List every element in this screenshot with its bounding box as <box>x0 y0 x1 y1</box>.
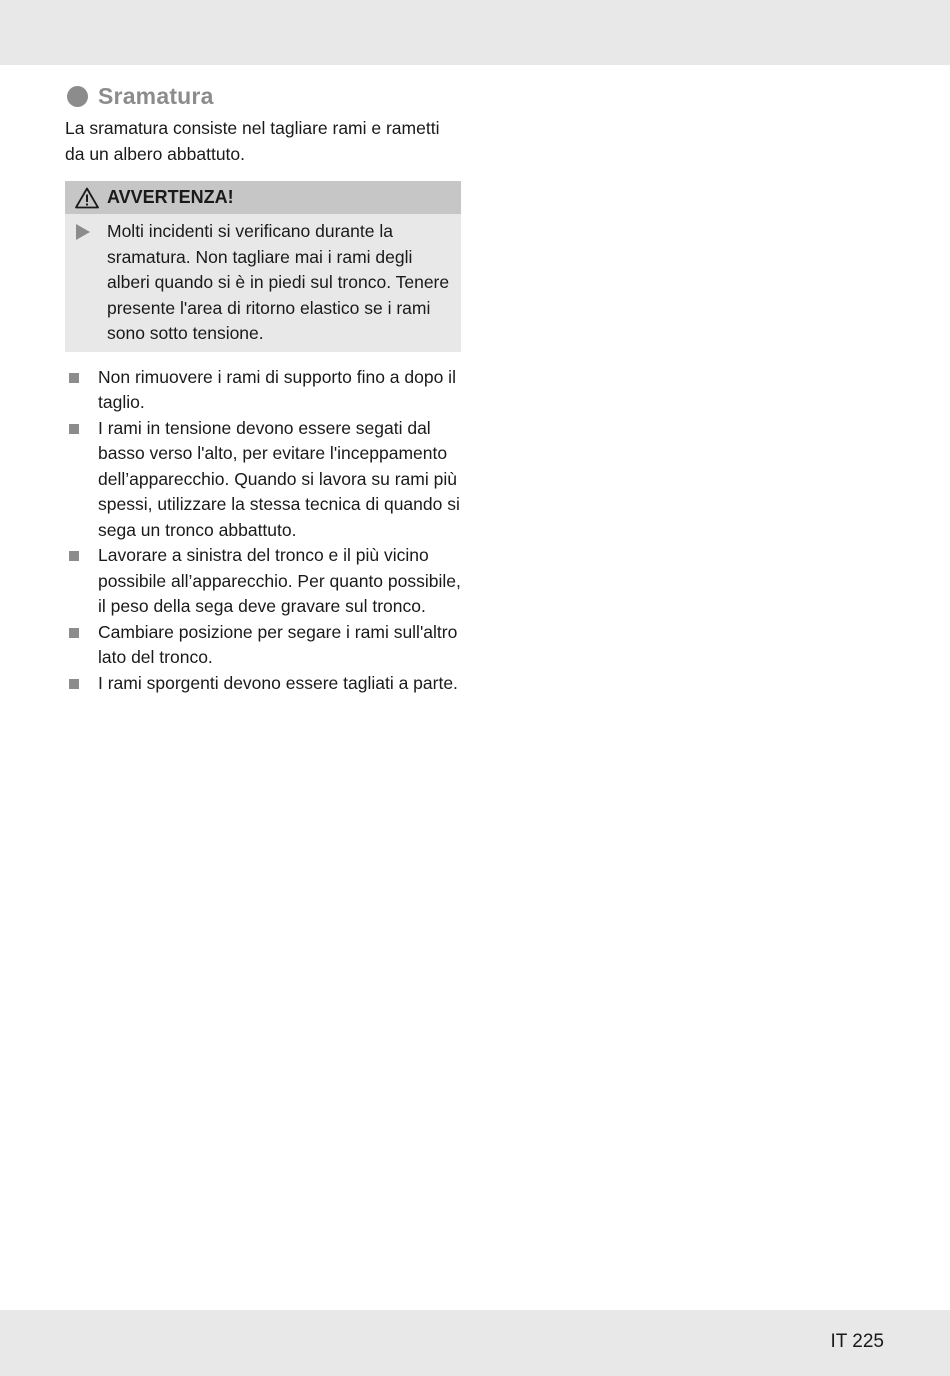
warning-text: Molti incidenti si verificano durante la sramatura. Non tagliare mai i rami degli alberi quando si è in piedi sul tronco. Tenere presente l'area di ritorno elastico se i rami sono sotto tensione. <box>107 221 450 343</box>
list-item <box>65 543 461 620</box>
header-band <box>0 0 950 65</box>
warning-header <box>65 181 461 214</box>
list-item <box>65 365 461 416</box>
list-item <box>65 620 461 671</box>
square-bullet-icon <box>69 424 79 434</box>
list-item-text: Cambiare posizione per segare i rami sull'altro lato del tronco. <box>98 621 458 667</box>
warning-box <box>65 181 461 352</box>
warning-title: AVVERTENZA! <box>107 187 234 207</box>
section-heading <box>65 80 461 112</box>
warning-body <box>65 214 461 352</box>
footer-band <box>0 1310 950 1376</box>
list-item-text: Non rimuovere i rami di supporto fino a dopo il taglio. <box>98 366 456 412</box>
section-title: Sramatura <box>98 82 214 109</box>
list-item-text: Lavorare a sinistra del tronco e il più vicino possibile all’apparecchio. Per quanto possibile, il peso della sega deve gravare sul tronco. <box>98 545 461 616</box>
intro-paragraph: La sramatura consiste nel tagliare rami e rametti da un albero abbattuto. <box>65 118 440 164</box>
square-bullet-icon <box>69 373 79 383</box>
square-bullet-icon <box>69 551 79 561</box>
list-item-text: I rami sporgenti devono essere tagliati a parte. <box>98 672 458 693</box>
warning-triangle-icon <box>75 187 99 209</box>
list-item <box>65 671 461 697</box>
square-bullet-icon <box>69 628 79 638</box>
list-item <box>65 416 461 544</box>
list-item-text: I rami in tensione devono essere segati dal basso verso l'alto, per evitare l'inceppamento dell’apparecchio. Quando si lavora su rami più spessi, utilizzare la stessa tecnica di quando si sega un tronco abbattuto. <box>98 417 460 540</box>
page-number: IT 225 <box>830 1331 884 1352</box>
bullet-list <box>65 365 461 697</box>
arrow-right-icon <box>75 223 91 241</box>
square-bullet-icon <box>69 679 79 689</box>
circle-bullet-icon <box>67 86 88 107</box>
page-content <box>65 80 461 696</box>
